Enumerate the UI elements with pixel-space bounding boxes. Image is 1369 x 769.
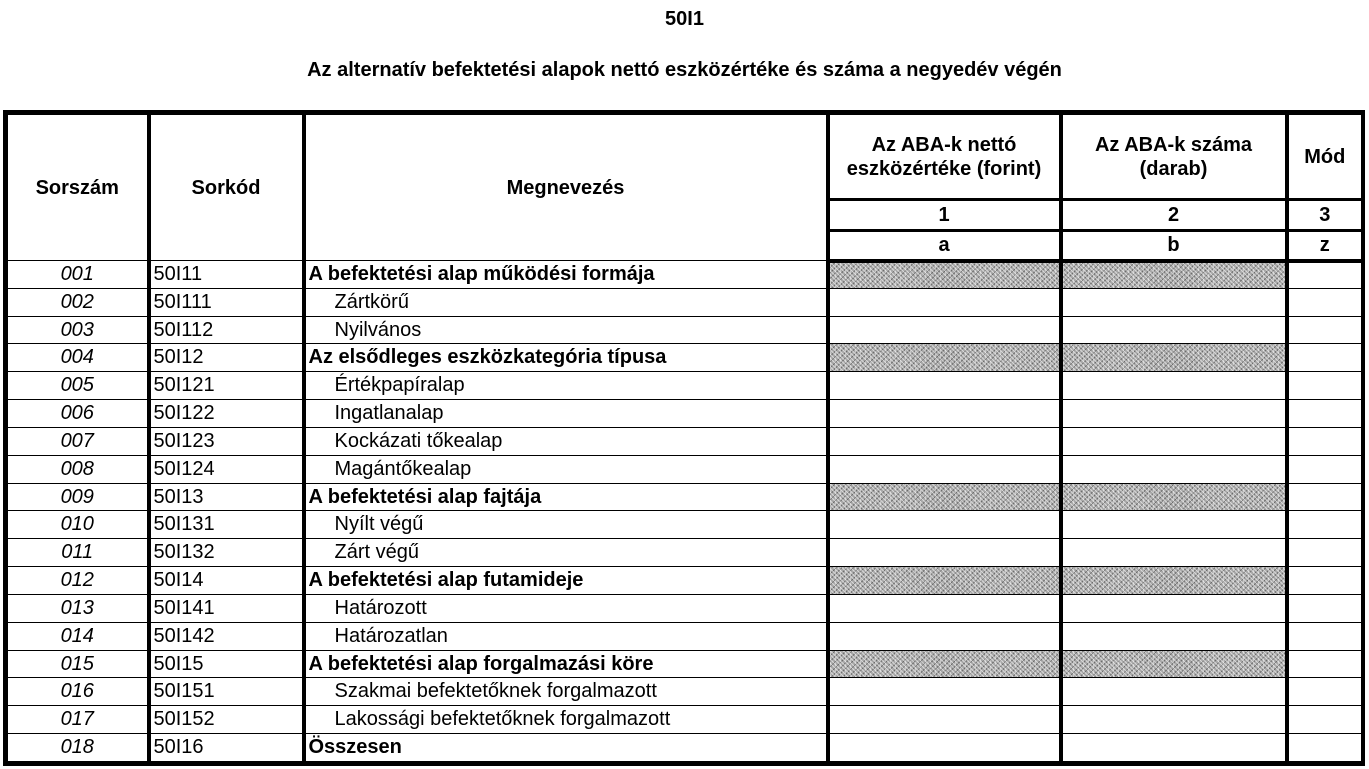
row-code: 50I15 [149,650,304,678]
row-code: 50I124 [149,455,304,483]
value-input-cell[interactable] [828,372,1061,400]
row-code: 50I132 [149,539,304,567]
row-number: 006 [8,400,149,428]
mod-input-cell[interactable] [1287,539,1362,567]
mod-input-cell[interactable] [1287,622,1362,650]
row-code: 50I11 [149,261,304,289]
shaded-cell-value [828,261,1061,289]
shaded-cell-count [1061,261,1287,289]
shaded-cell-value [828,650,1061,678]
row-number: 013 [8,594,149,622]
table-row [8,261,1362,289]
row-label: Az elsődleges eszközkategória típusa [304,344,828,372]
count-input-cell[interactable] [1061,288,1287,316]
row-code: 50I121 [149,372,304,400]
row-number: 012 [8,567,149,595]
count-input-cell[interactable] [1061,455,1287,483]
row-code: 50I14 [149,567,304,595]
count-input-cell[interactable] [1061,678,1287,706]
row-code: 50I152 [149,706,304,734]
row-number: 008 [8,455,149,483]
table-row [8,594,1362,622]
count-input-cell[interactable] [1061,734,1287,762]
count-input-cell[interactable] [1061,511,1287,539]
col-number-1: 1 [828,200,1061,231]
mod-input-cell[interactable] [1287,427,1362,455]
col-header-sorszam: Sorszám [8,115,149,261]
row-number: 009 [8,483,149,511]
row-number: 007 [8,427,149,455]
count-input-cell[interactable] [1061,622,1287,650]
value-input-cell[interactable] [828,706,1061,734]
table-row [8,706,1362,734]
row-label: Ingatlanalap [304,400,828,428]
row-label: Összesen [304,734,828,762]
row-code: 50I151 [149,678,304,706]
row-code: 50I13 [149,483,304,511]
row-label: A befektetési alap forgalmazási köre [304,650,828,678]
table-row [8,483,1362,511]
mod-input-cell[interactable] [1287,706,1362,734]
row-label: Szakmai befektetőknek forgalmazott [304,678,828,706]
row-code: 50I123 [149,427,304,455]
row-number: 014 [8,622,149,650]
row-label: Zártkörű [304,288,828,316]
value-input-cell[interactable] [828,734,1061,762]
table-row [8,316,1362,344]
row-number: 001 [8,261,149,289]
mod-input-cell[interactable] [1287,372,1362,400]
shaded-cell-count [1061,567,1287,595]
value-input-cell[interactable] [828,427,1061,455]
table-row [8,567,1362,595]
mod-input-cell[interactable] [1287,567,1362,595]
shaded-cell-value [828,483,1061,511]
shaded-cell-value [828,344,1061,372]
value-input-cell[interactable] [828,288,1061,316]
table-row [8,427,1362,455]
row-label: A befektetési alap fajtája [304,483,828,511]
mod-input-cell[interactable] [1287,650,1362,678]
mod-input-cell[interactable] [1287,400,1362,428]
form-code: 50I1 [665,8,704,30]
row-number: 011 [8,539,149,567]
col-letter-a: a [828,231,1061,261]
mod-input-cell[interactable] [1287,594,1362,622]
count-input-cell[interactable] [1061,594,1287,622]
mod-input-cell[interactable] [1287,455,1362,483]
row-label: Határozott [304,594,828,622]
row-number: 004 [8,344,149,372]
row-code: 50I141 [149,594,304,622]
row-number: 017 [8,706,149,734]
table-row [8,678,1362,706]
col-letter-z: z [1287,231,1362,261]
table-row [8,344,1362,372]
row-label: Nyílt végű [304,511,828,539]
table-row [8,511,1362,539]
mod-input-cell[interactable] [1287,734,1362,762]
value-input-cell[interactable] [828,316,1061,344]
col-letter-b: b [1061,231,1287,261]
row-label: Magántőkealap [304,455,828,483]
count-input-cell[interactable] [1061,706,1287,734]
mod-input-cell[interactable] [1287,483,1362,511]
row-label: Kockázati tőkealap [304,427,828,455]
value-input-cell[interactable] [828,622,1061,650]
count-input-cell[interactable] [1061,316,1287,344]
count-input-cell[interactable] [1061,372,1287,400]
row-number: 018 [8,734,149,762]
mod-input-cell[interactable] [1287,511,1362,539]
row-label: Határozatlan [304,622,828,650]
value-input-cell[interactable] [828,455,1061,483]
col-number-2: 2 [1061,200,1287,231]
row-number: 005 [8,372,149,400]
row-code: 50I142 [149,622,304,650]
col-header-sorkod: Sorkód [149,115,304,261]
row-code: 50I131 [149,511,304,539]
row-label: A befektetési alap futamideje [304,567,828,595]
col-header-megnevezes: Megnevezés [304,115,828,261]
mod-input-cell[interactable] [1287,344,1362,372]
report-table [7,114,1362,762]
col-header-value: Az ABA-k nettó eszközértéke (forint) [828,115,1061,200]
table-body [8,261,1362,762]
row-label: Zárt végű [304,539,828,567]
table-row [8,539,1362,567]
table-row [8,622,1362,650]
row-code: 50I112 [149,316,304,344]
page-title: Az alternatív befektetési alapok nettó eszközértéke és száma a negyedév végén [307,59,1062,81]
mod-input-cell[interactable] [1287,288,1362,316]
row-number: 002 [8,288,149,316]
col-header-mod: Mód [1287,115,1362,200]
row-label: Nyilvános [304,316,828,344]
row-label: A befektetési alap működési formája [304,261,828,289]
value-input-cell[interactable] [828,539,1061,567]
row-number: 003 [8,316,149,344]
count-input-cell[interactable] [1061,427,1287,455]
row-number: 015 [8,650,149,678]
table-row [8,734,1362,762]
table-row [8,455,1362,483]
mod-input-cell[interactable] [1287,316,1362,344]
mod-input-cell[interactable] [1287,261,1362,289]
value-input-cell[interactable] [828,678,1061,706]
value-input-cell[interactable] [828,594,1061,622]
row-code: 50I111 [149,288,304,316]
shaded-cell-count [1061,650,1287,678]
value-input-cell[interactable] [828,511,1061,539]
row-code: 50I122 [149,400,304,428]
mod-input-cell[interactable] [1287,678,1362,706]
shaded-cell-count [1061,344,1287,372]
table-row [8,288,1362,316]
col-header-count: Az ABA-k száma (darab) [1061,115,1287,200]
count-input-cell[interactable] [1061,400,1287,428]
row-label: Lakossági befektetőknek forgalmazott [304,706,828,734]
header-row-titles [8,115,1362,200]
row-number: 010 [8,511,149,539]
row-label: Értékpapíralap [304,372,828,400]
shaded-cell-count [1061,483,1287,511]
row-code: 50I12 [149,344,304,372]
col-number-3: 3 [1287,200,1362,231]
value-input-cell[interactable] [828,400,1061,428]
table-row [8,372,1362,400]
count-input-cell[interactable] [1061,539,1287,567]
row-number: 016 [8,678,149,706]
row-code: 50I16 [149,734,304,762]
table-row [8,400,1362,428]
report-table-frame [3,110,1365,766]
table-row [8,650,1362,678]
shaded-cell-value [828,567,1061,595]
